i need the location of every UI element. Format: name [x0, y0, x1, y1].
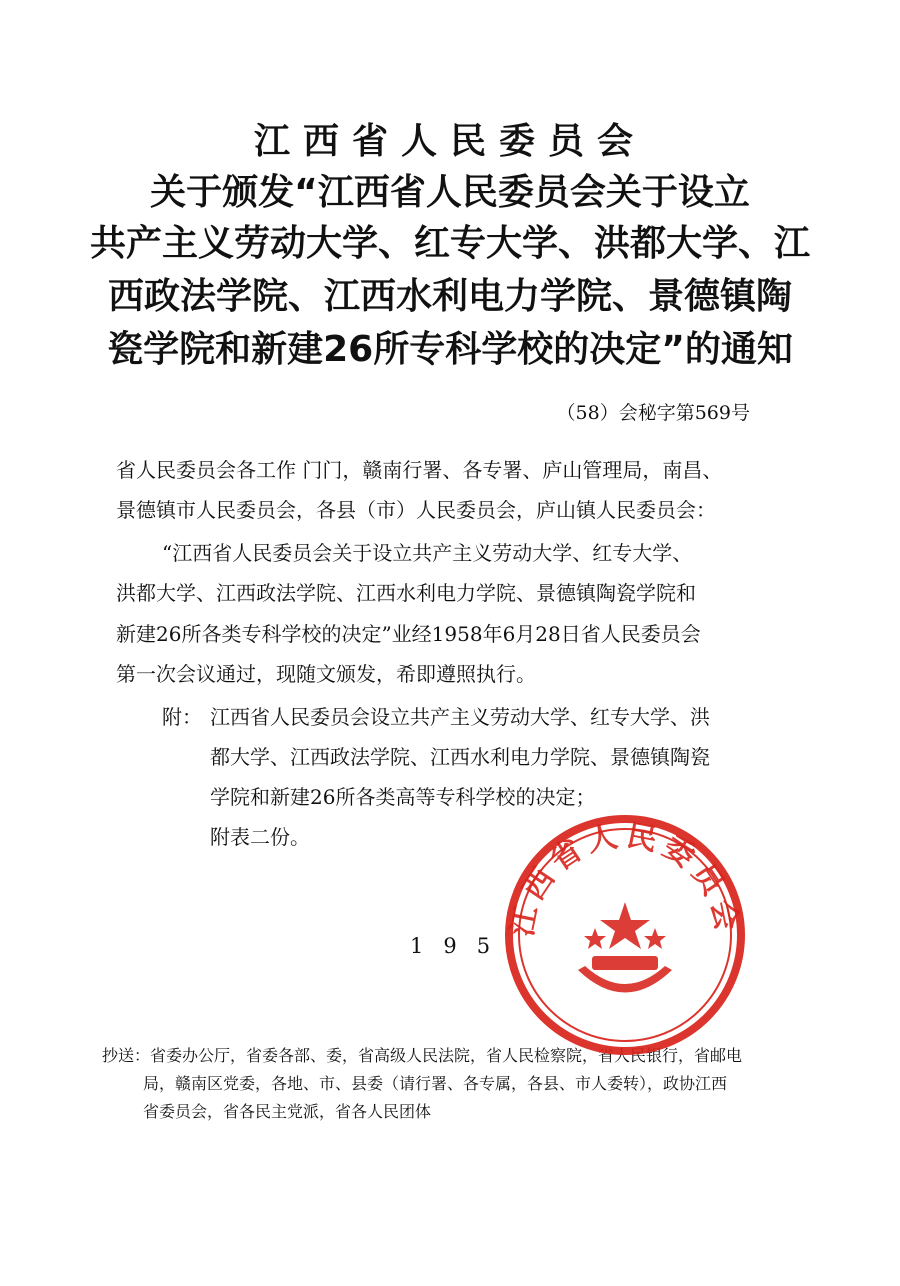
national-emblem-icon — [578, 902, 672, 993]
recipients-line-1: 省人民委员会各工作 门门，赣南行署、各专署、庐山管理局，南昌、 — [116, 458, 723, 482]
body-line-1: “江西省人民委员会关于设立共产主义劳动大学、红专大学、 — [162, 541, 693, 565]
title-line-1: 关于颁发“江西省人民委员会关于设立 — [150, 172, 750, 213]
attachment-line-2: 都大学、江西政法学院、江西水利电力学院、景德镇陶瓷 — [210, 745, 710, 769]
seal-text: 江西省人民委员会 — [504, 818, 746, 940]
body-line-4: 第一次会议通过，现随文颁发，希即遵照执行。 — [116, 662, 536, 686]
title-line-4: 瓷学院和新建26所专科学校的决定”的通知 — [107, 329, 793, 370]
attachment-line-3: 学院和新建26所各类高等专科学校的决定； — [210, 785, 596, 809]
cc-line-3: 省委员会，省各民主党派，省各人民团体 — [143, 1102, 432, 1121]
cc-line-2: 局，赣南区党委，各地、市、县委（请行署、各专属，各县、市人委转），政协江西 — [143, 1074, 728, 1093]
title-line-3: 西政法学院、江西水利电力学院、景德镇陶 — [107, 276, 792, 317]
attachment-label: 附： — [162, 705, 202, 729]
issuer-title: 江西省人民委员会 — [253, 121, 646, 162]
document-number: （58）会秘字第569号 — [556, 402, 750, 424]
title-line-2: 共产主义劳动大学、红专大学、洪都大学、江 — [89, 223, 810, 264]
attachment-line-1: 江西省人民委员会设立共产主义劳动大学、红专大学、洪 — [210, 705, 710, 729]
document-date: 195 — [410, 934, 511, 958]
body-line-2: 洪都大学、江西政法学院、江西水利电力学院、景德镇陶瓷学院和 — [116, 581, 696, 605]
official-seal-stamp — [500, 810, 750, 1060]
attachment-line-4: 附表二份。 — [210, 825, 310, 849]
cc-line-1: 抄送：省委办公厅，省委各部、委，省高级人民法院，省人民检察院，省人民银行，省邮电 — [102, 1046, 743, 1065]
recipients-line-2: 景德镇市人民委员会，各县（市）人民委员会，庐山镇人民委员会： — [116, 498, 716, 522]
body-line-3: 新建26所各类专科学校的决定”业经1958年6月28日省人民委员会 — [116, 622, 701, 646]
